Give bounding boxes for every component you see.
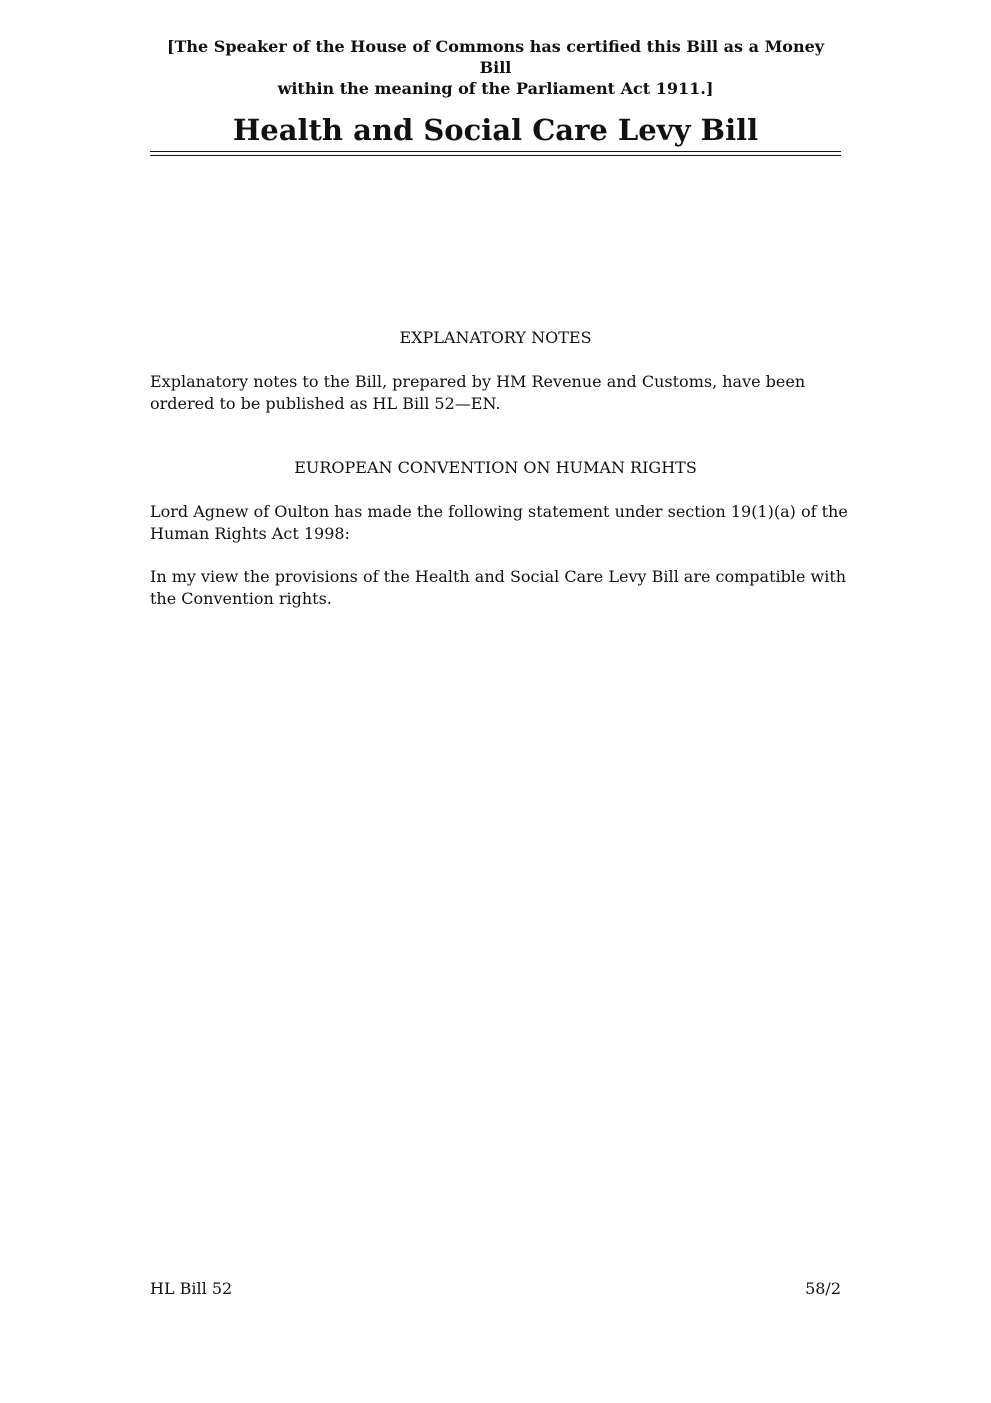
echr-view-line-1: In my view the provisions of the Health and Social Care Levy Bill are compatible with [150,567,847,586]
explanatory-notes-line-1: Explanatory notes to the Bill, prepared by HM Revenue and Customs, have been [150,372,806,391]
bill-title: Health and Social Care Levy Bill [232,113,759,147]
explanatory-notes-heading: EXPLANATORY NOTES [399,328,592,347]
title-rule-lower [150,155,841,156]
money-bill-certification [150,36,841,99]
explanatory-notes-line-2: ordered to be published as HL Bill 52—EN. [150,394,501,413]
echr-statement-paragraph [150,501,848,545]
certification-line-2: within the meaning of the Parliament Act 1911.] [277,79,714,98]
certification-line-1: [The Speaker of the House of Commons has certified this Bill as a Money Bill [166,37,825,77]
title-rule-upper [150,151,841,152]
echr-heading: EUROPEAN CONVENTION ON HUMAN RIGHTS [294,458,697,477]
echr-statement-line-2: Human Rights Act 1998: [150,524,350,543]
explanatory-notes-paragraph [150,371,841,415]
echr-view-line-2: the Convention rights. [150,589,332,608]
echr-statement-line-1: Lord Agnew of Oulton has made the following statement under section 19(1)(a) of the [150,502,848,521]
footer-reference: 58/2 [805,1279,841,1298]
footer-bill-number: HL Bill 52 [150,1279,233,1298]
echr-view-paragraph [150,566,847,610]
